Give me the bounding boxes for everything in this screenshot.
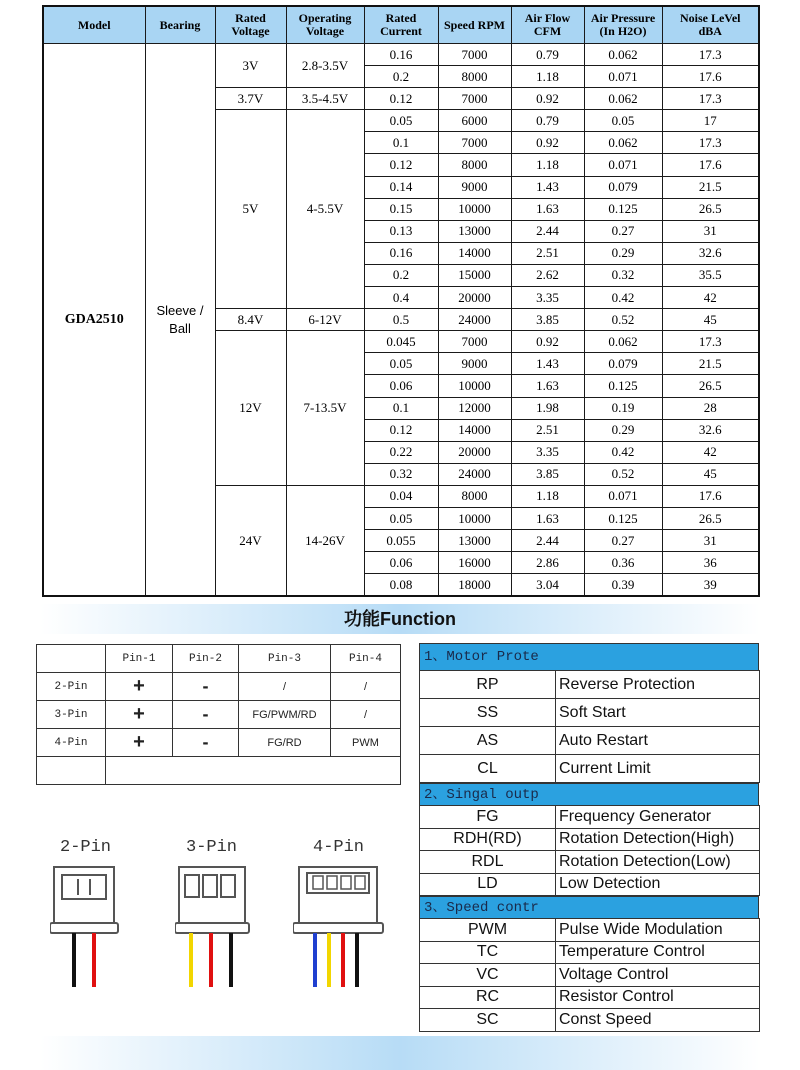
rated-voltage-cell: 8.4V [215,309,286,331]
spec-cell: 17.3 [662,132,759,154]
function-title: 功能Function [344,609,456,629]
abbrev-row [420,806,760,829]
spec-cell: 0.39 [584,574,662,597]
operating-voltage-cell: 6-12V [286,309,364,331]
spec-cell: 9000 [438,353,511,375]
spec-cell: 3.35 [511,287,584,309]
spec-cell: 1.18 [511,485,584,507]
spec-cell: 0.52 [584,309,662,331]
fan-spec-table [42,5,760,597]
abbrev-section-title: 1、Motor Prote [419,643,759,670]
spec-cell: 1.63 [511,507,584,529]
abbrev-row [420,699,760,727]
spec-cell: 17.3 [662,331,759,353]
spec-cell: 3.85 [511,309,584,331]
spec-cell: 2.51 [511,419,584,441]
abbrev-desc: Current Limit [556,755,760,783]
spec-cell: 45 [662,463,759,485]
spec-cell: 17.6 [662,154,759,176]
abbrev-desc: Temperature Control [556,941,760,964]
operating-voltage-cell: 14-26V [286,485,364,596]
pin-cell: / [331,673,401,701]
abbrev-desc: Auto Restart [556,727,760,755]
spec-cell: 9000 [438,176,511,198]
abbrev-code: CL [420,755,556,783]
abbrev-code: AS [420,727,556,755]
spec-cell: 39 [662,574,759,597]
pin-row [37,701,401,729]
spec-header-cell: Bearing [145,6,215,44]
abbrev-row [420,986,760,1009]
spec-cell: 0.19 [584,397,662,419]
spec-cell: 18000 [438,574,511,597]
connector-2pin-diagram [50,865,124,995]
pin-cell: + [106,729,173,757]
model-cell: GDA2510 [43,44,145,597]
spec-cell: 0.125 [584,375,662,397]
connector-3pin-label: 3-Pin [186,838,238,857]
spec-cell: 35.5 [662,264,759,286]
pin-cell: - [173,701,239,729]
spec-header-cell: Air Pressure (In H2O) [584,6,662,44]
fan-spec-table-container [42,5,758,596]
pin-cell [37,645,106,673]
connector-4pin-diagram [293,865,385,995]
abbrev-desc: Reverse Protection [556,671,760,699]
connector-3pin-wires [191,933,231,987]
pin-cell: / [331,701,401,729]
spec-cell: 8000 [438,66,511,88]
spec-cell: 2.51 [511,242,584,264]
spec-cell: 31 [662,220,759,242]
abbrev-row [420,1009,760,1032]
pin-cell [37,757,106,785]
spec-cell: 26.5 [662,507,759,529]
spec-cell: 0.2 [364,264,438,286]
pin-definition-table [36,644,401,785]
pin-cell: FG/PWM/RD [239,701,331,729]
spec-cell: 16000 [438,552,511,574]
spec-cell: 0.92 [511,88,584,110]
spec-cell: 3.04 [511,574,584,597]
spec-cell: 0.27 [584,530,662,552]
spec-cell: 31 [662,530,759,552]
connector-slot [313,876,323,889]
spec-header-row [43,6,759,44]
abbrev-row [420,873,760,896]
connector-2pin-wires [74,933,94,987]
spec-cell: 7000 [438,132,511,154]
connector-slot [221,875,235,897]
spec-cell: 17.6 [662,485,759,507]
spec-header-cell: Air Flow CFM [511,6,584,44]
abbrev-desc: Rotation Detection(Low) [556,851,760,874]
pin-row [37,729,401,757]
spec-cell: 0.22 [364,441,438,463]
connector-slot [185,875,199,897]
pin-cell: PWM [331,729,401,757]
pin-cell: + [106,701,173,729]
spec-cell: 8000 [438,154,511,176]
abbrev-code: RC [420,986,556,1009]
spec-cell: 0.05 [364,507,438,529]
connector-slot [327,876,337,889]
spec-cell: 32.6 [662,242,759,264]
spec-header-cell: Model [43,6,145,44]
pin-cell [106,757,401,785]
spec-cell: 20000 [438,441,511,463]
spec-cell: 8000 [438,485,511,507]
function-banner [40,604,760,634]
pin-cell: - [173,729,239,757]
spec-cell: 24000 [438,463,511,485]
spec-cell: 0.42 [584,441,662,463]
spec-cell: 0.32 [364,463,438,485]
spec-cell: 0.12 [364,88,438,110]
spec-cell: 14000 [438,419,511,441]
pin-cell: Pin-1 [106,645,173,673]
spec-cell: 2.86 [511,552,584,574]
bearing-cell: Sleeve / Ball [145,44,215,597]
spec-cell: 0.071 [584,154,662,176]
spec-header-cell: Operating Voltage [286,6,364,44]
abbrev-desc: Low Detection [556,873,760,896]
spec-cell: 17 [662,110,759,132]
abbreviation-panel [419,643,759,1032]
spec-cell: 1.43 [511,353,584,375]
spec-cell: 1.98 [511,397,584,419]
spec-cell: 1.18 [511,66,584,88]
pin-row [37,673,401,701]
abbrev-code: LD [420,873,556,896]
spec-cell: 0.05 [364,353,438,375]
spec-cell: 17.3 [662,88,759,110]
spec-cell: 0.04 [364,485,438,507]
pin-cell: Pin-2 [173,645,239,673]
spec-cell: 32.6 [662,419,759,441]
spec-cell: 0.14 [364,176,438,198]
spec-cell: 0.05 [364,110,438,132]
spec-cell: 0.42 [584,287,662,309]
spec-header-cell: Rated Voltage [215,6,286,44]
spec-cell: 1.18 [511,154,584,176]
spec-cell: 0.36 [584,552,662,574]
spec-header-cell: Speed RPM [438,6,511,44]
abbrev-code: PWM [420,919,556,942]
connector-base [50,923,118,933]
spec-cell: 26.5 [662,198,759,220]
rated-voltage-cell: 12V [215,331,286,486]
abbrev-table [419,918,760,1032]
operating-voltage-cell: 4-5.5V [286,110,364,309]
spec-cell: 10000 [438,375,511,397]
spec-cell: 0.062 [584,44,662,66]
spec-cell: 1.63 [511,198,584,220]
spec-cell: 0.92 [511,331,584,353]
operating-voltage-cell: 3.5-4.5V [286,88,364,110]
pin-cell: 3-Pin [37,701,106,729]
spec-cell: 12000 [438,397,511,419]
spec-cell: 0.08 [364,574,438,597]
spec-header-cell: Rated Current [364,6,438,44]
abbrev-row [420,671,760,699]
abbrev-desc: Rotation Detection(High) [556,828,760,851]
connector-slot [341,876,351,889]
rated-voltage-cell: 3V [215,44,286,88]
spec-cell: 0.079 [584,176,662,198]
bottom-banner [40,1036,760,1070]
operating-voltage-cell: 2.8-3.5V [286,44,364,88]
spec-cell: 0.125 [584,198,662,220]
spec-cell: 0.06 [364,552,438,574]
spec-cell: 3.85 [511,463,584,485]
spec-cell: 45 [662,309,759,331]
spec-cell: 0.13 [364,220,438,242]
spec-cell: 0.92 [511,132,584,154]
spec-cell: 0.16 [364,242,438,264]
abbrev-code: RDL [420,851,556,874]
spec-cell: 0.1 [364,132,438,154]
abbrev-desc: Soft Start [556,699,760,727]
pin-row [37,757,401,785]
abbrev-code: SC [420,1009,556,1032]
pin-header-row [37,645,401,673]
abbrev-desc: Pulse Wide Modulation [556,919,760,942]
abbrev-code: FG [420,806,556,829]
abbrev-table [419,670,760,783]
connector-base [293,923,383,933]
connector-slot [355,876,365,889]
connector-4pin-wires [315,933,357,987]
spec-cell: 17.6 [662,66,759,88]
spec-cell: 0.062 [584,331,662,353]
spec-cell: 0.15 [364,198,438,220]
spec-cell: 0.79 [511,44,584,66]
spec-cell: 0.5 [364,309,438,331]
pin-cell: FG/RD [239,729,331,757]
spec-cell: 7000 [438,44,511,66]
spec-cell: 20000 [438,287,511,309]
spec-cell: 26.5 [662,375,759,397]
spec-cell: 2.44 [511,530,584,552]
spec-cell: 0.071 [584,66,662,88]
pin-cell: 4-Pin [37,729,106,757]
spec-header-cell: Noise LeVel dBA [662,6,759,44]
spec-cell: 0.079 [584,353,662,375]
abbrev-table [419,805,760,896]
spec-cell: 17.3 [662,44,759,66]
spec-cell: 42 [662,441,759,463]
spec-cell: 0.071 [584,485,662,507]
pin-cell: / [239,673,331,701]
spec-cell: 0.045 [364,331,438,353]
spec-cell: 14000 [438,242,511,264]
spec-cell: 0.32 [584,264,662,286]
connector-window [62,875,106,899]
rated-voltage-cell: 5V [215,110,286,309]
spec-cell: 0.062 [584,88,662,110]
abbrev-desc: Const Speed [556,1009,760,1032]
abbrev-code: RP [420,671,556,699]
rated-voltage-cell: 3.7V [215,88,286,110]
spec-cell: 28 [662,397,759,419]
spec-cell: 0.79 [511,110,584,132]
spec-cell: 0.1 [364,397,438,419]
abbrev-row [420,727,760,755]
spec-cell: 0.2 [364,66,438,88]
connector-slot [203,875,217,897]
abbrev-desc: Voltage Control [556,964,760,987]
abbrev-section-title: 3、Speed contr [419,896,759,918]
spec-cell: 0.27 [584,220,662,242]
spec-cell: 7000 [438,88,511,110]
spec-cell: 0.055 [364,530,438,552]
pin-cell: + [106,673,173,701]
spec-cell: 0.29 [584,419,662,441]
spec-cell: 0.062 [584,132,662,154]
spec-cell: 6000 [438,110,511,132]
spec-cell: 10000 [438,198,511,220]
spec-cell: 1.43 [511,176,584,198]
abbrev-row [420,964,760,987]
spec-cell: 21.5 [662,353,759,375]
spec-cell: 1.63 [511,375,584,397]
abbrev-code: TC [420,941,556,964]
spec-cell: 0.125 [584,507,662,529]
abbrev-row [420,851,760,874]
abbrev-code: SS [420,699,556,727]
abbrev-code: RDH(RD) [420,828,556,851]
abbrev-row [420,755,760,783]
rated-voltage-cell: 24V [215,485,286,596]
pin-cell: Pin-3 [239,645,331,673]
spec-cell: 0.52 [584,463,662,485]
spec-cell: 13000 [438,530,511,552]
pin-cell: - [173,673,239,701]
spec-cell: 13000 [438,220,511,242]
spec-cell: 24000 [438,309,511,331]
abbrev-code: VC [420,964,556,987]
abbrev-section-title: 2、Singal outp [419,783,759,805]
abbrev-desc: Frequency Generator [556,806,760,829]
pin-cell: 2-Pin [37,673,106,701]
abbrev-row [420,919,760,942]
spec-cell: 0.29 [584,242,662,264]
spec-cell: 10000 [438,507,511,529]
pin-cell: Pin-4 [331,645,401,673]
abbrev-row [420,941,760,964]
spec-cell: 2.62 [511,264,584,286]
spec-cell: 0.4 [364,287,438,309]
connector-base [175,923,249,933]
spec-cell: 15000 [438,264,511,286]
connector-4pin-label: 4-Pin [313,838,365,857]
spec-cell: 7000 [438,331,511,353]
spec-cell: 0.12 [364,154,438,176]
abbrev-desc: Resistor Control [556,986,760,1009]
operating-voltage-cell: 7-13.5V [286,331,364,486]
spec-cell: 42 [662,287,759,309]
spec-cell: 0.12 [364,419,438,441]
spec-cell: 0.16 [364,44,438,66]
spec-body [43,44,759,597]
spec-cell: 2.44 [511,220,584,242]
spec-cell: 0.05 [584,110,662,132]
connector-3pin-diagram [175,865,253,995]
connector-2pin-label: 2-Pin [60,838,112,857]
spec-row [43,44,759,66]
spec-cell: 0.06 [364,375,438,397]
spec-cell: 3.35 [511,441,584,463]
spec-cell: 21.5 [662,176,759,198]
spec-cell: 36 [662,552,759,574]
abbrev-row [420,828,760,851]
